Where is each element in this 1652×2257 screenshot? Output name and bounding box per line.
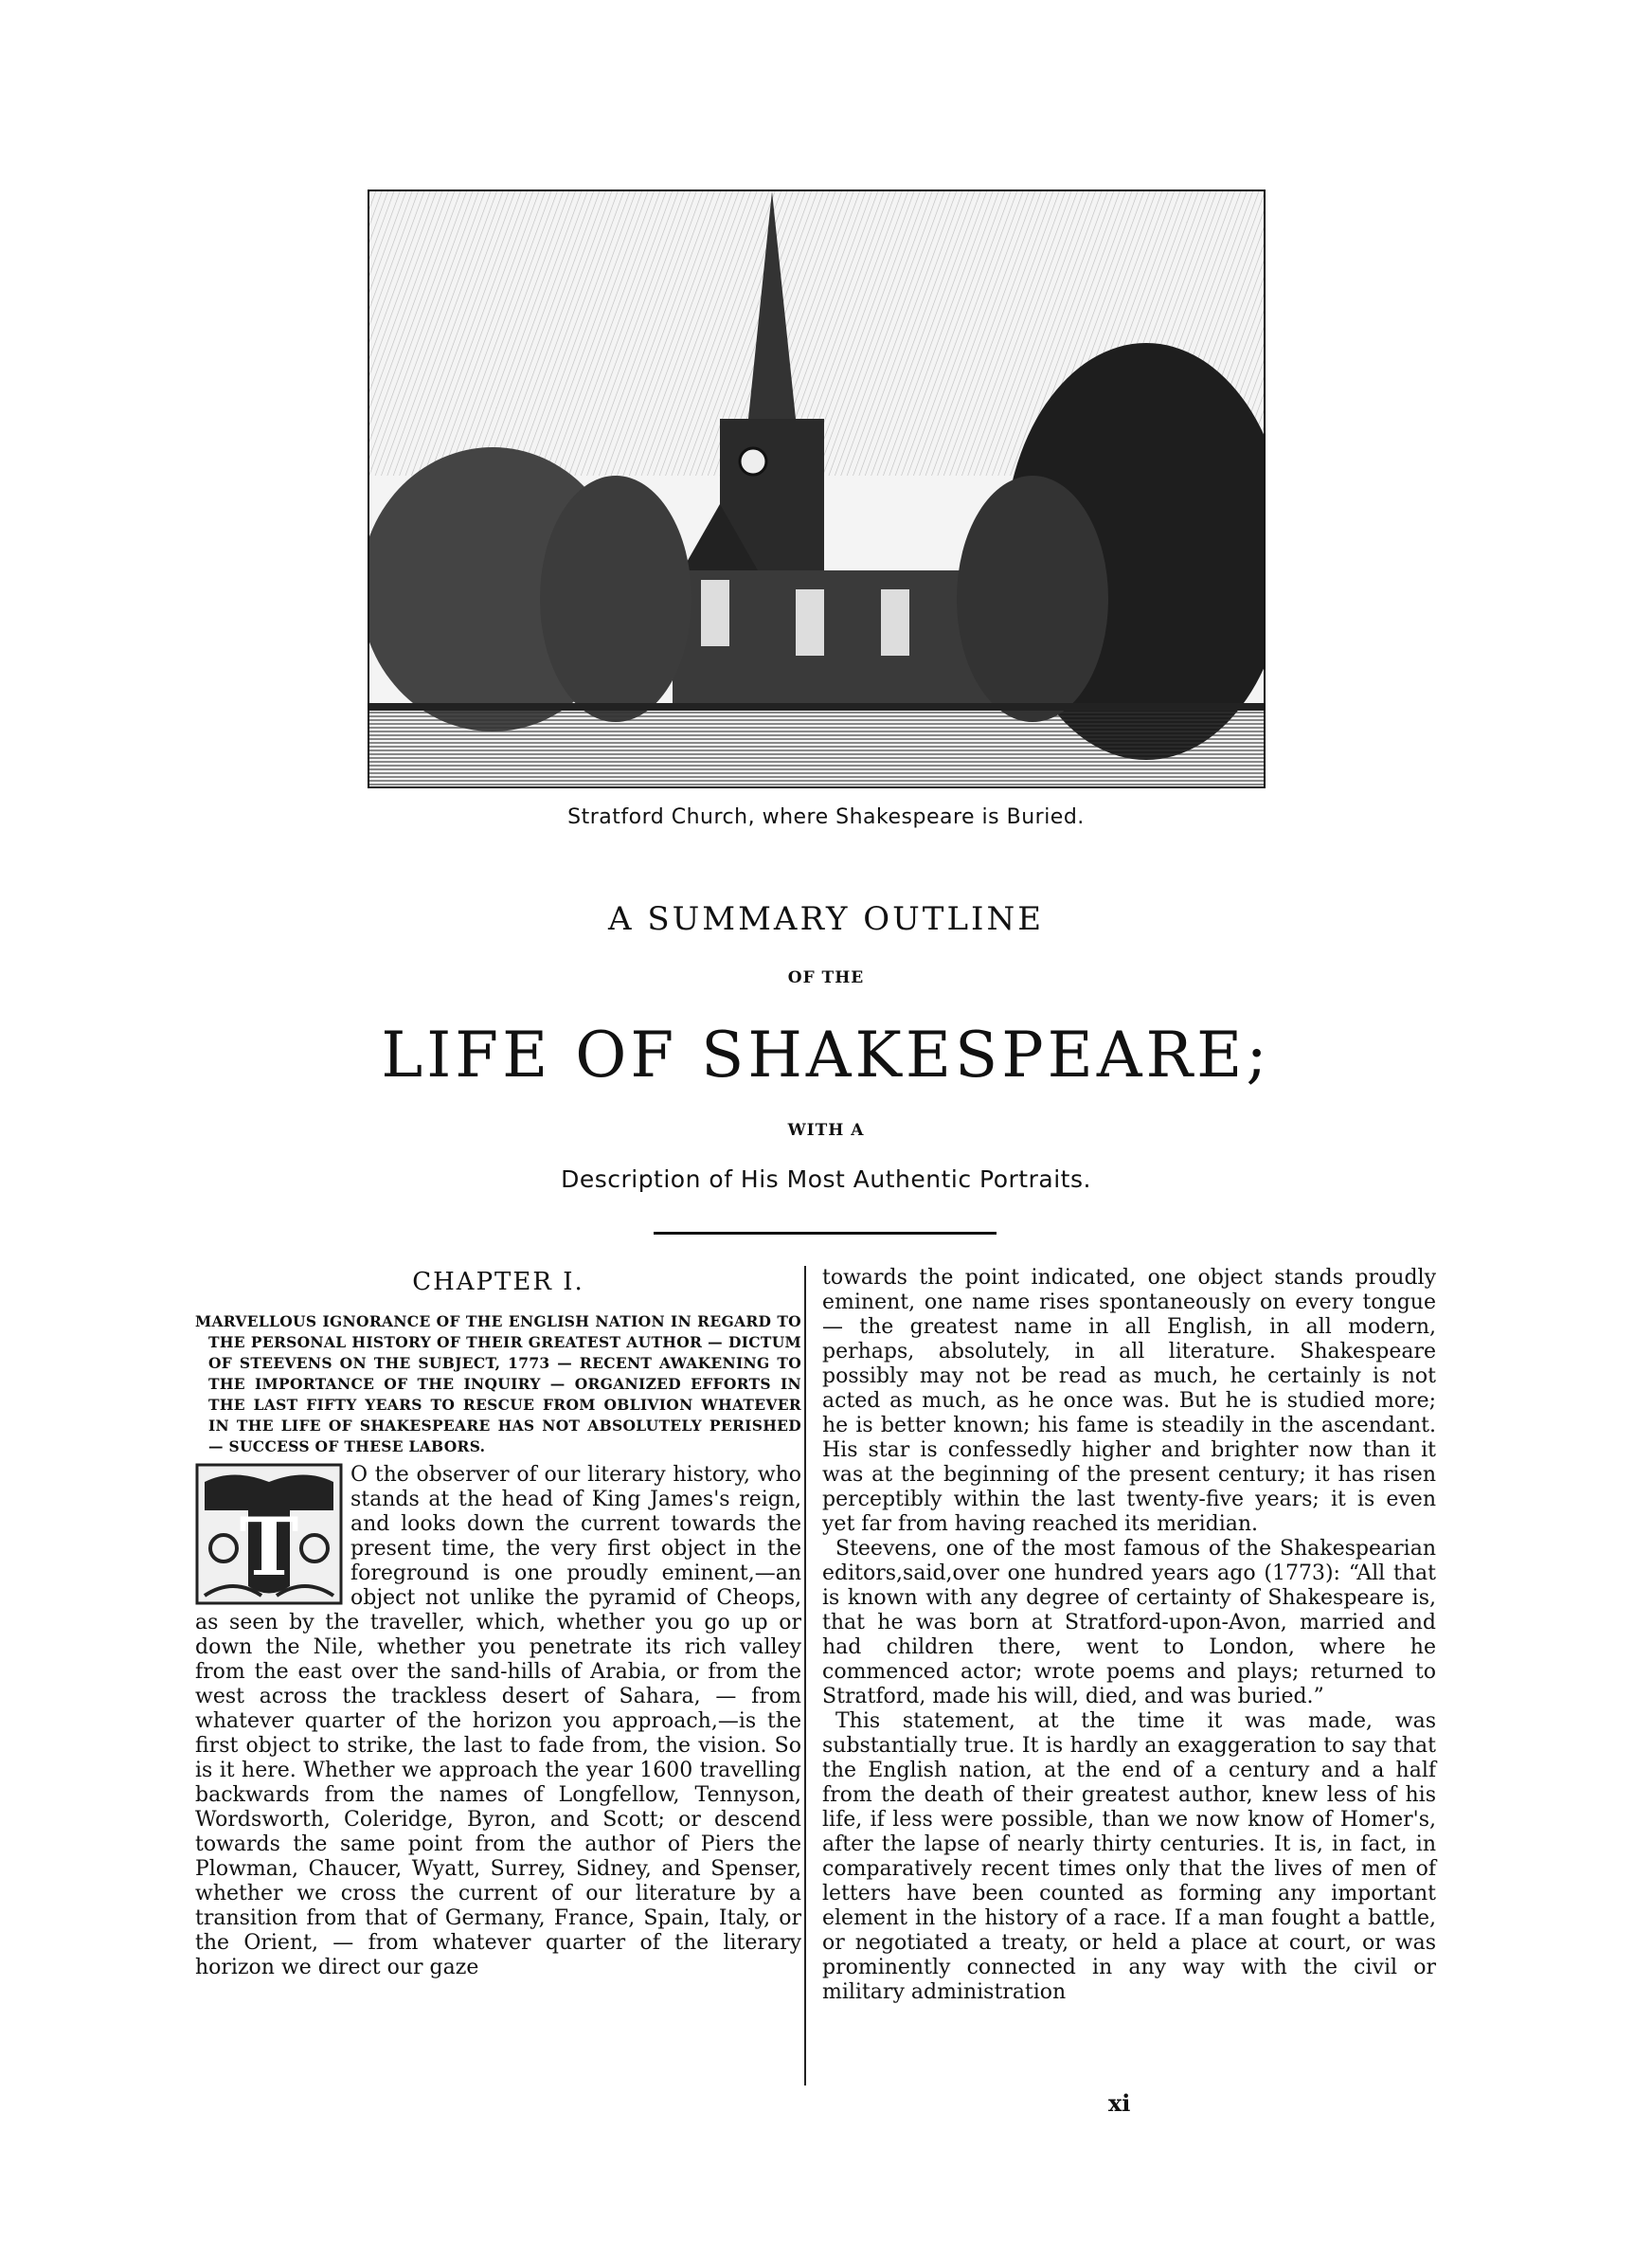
ornamental-letter-t-icon [195,1463,343,1605]
dropcap [195,1463,343,1605]
column-divider [804,1266,806,2085]
right-body-paragraph-2: Steevens, one of the most famous of the Shakespearian editors,said,over one hundred years ago (1773): “All that is known with any degree of certainty of Shakespeare is, that he was born at Stratford-upon-Avon, married and had children there, went to London, where he commenced actor; wrote poems and plays; returned to Stratford, made his will, died, and was buried.” [822,1537,1436,1708]
right-body-paragraph-3: This statement, at the time it was made, was substantially true. It is hardly an exaggeration to say that the English nation, at the end of a century and a half from the death of their greatest author, knew less of his life, if less were possible, than we now know of Homer's, after the lapse of nearly thirty centuries. It is, in fact, in comparatively recent times only that the lives of men of letters have been counted as forming any important element in the history of a race. If a man fought a battle, or negotiated a treaty, or held a place at court, or was prominently connected in any way with the civil or military administration [822,1709,1436,2004]
title-life-of-shakespeare: LIFE OF SHAKESPEARE; [381,1019,1271,1092]
left-column [195,1266,801,1980]
svg-text:T: T [239,1500,299,1594]
left-body-paragraph: O the observer of our literary history, who stands at the head of King James's reign, and looks down the current towards the present time, the very first object in the foreground is one proudly eminent,—an object not unlike the pyramid of Cheops, as seen by the traveller, which, whether you go up or down the Nile, whether you penetrate its rich valley from the east over the sand-hills of Arabia, or from the west across the trackless desert of Sahara, — from whatever quarter of the horizon you approach,—is the first object to strike, the last to fade from, the vision. So is it here. Whether we approach the year 1600 travelling backwards from the names of Longfellow, Tennyson, Wordsworth, Coleridge, Byron, and Scott; or descend towards the same point from the author of Piers the Plowman, Chaucer, Wyatt, Surrey, Sidney, and Spenser, whether we cross the current of our literature by a transition from that of Germany, France, Spain, Italy, or the Orient, — from whatever quarter of the literary horizon we direct our gaze [195,1463,801,1979]
title-summary-outline: A SUMMARY OUTLINE [607,900,1045,938]
chapter-heading: CHAPTER I. [412,1268,584,1296]
right-column [822,1266,1436,2005]
title-rule [654,1232,997,1235]
church-illustration [368,190,1266,788]
illustration-caption: Stratford Church, where Shakespeare is Buried. [567,805,1085,829]
title-description: Description of His Most Authentic Portraits. [561,1165,1091,1193]
church-engraving-icon [369,191,1264,786]
right-body-paragraph-1: towards the point indicated, one object stands proudly eminent, one name rises spontaneously on every tongue — the greatest name in all English, in all modern, perhaps, absolutely, in all literature. Shakespeare possibly may not be read as much, he certainly is not acted as much, as he once was. But he is studied more; he is better known; his fame is steadily in the ascendant. His star is confessedly higher and brighter now than it was at the beginning of the present century; it has risen perceptibly within the last twenty-five years; it is even yet far from having reached its meridian. [822,1266,1436,1536]
title-with-a: WITH A [787,1121,865,1140]
page-number: xi [1108,2089,1131,2117]
title-of-the: OF THE [787,968,865,987]
chapter-summary: MARVELLOUS IGNORANCE OF THE ENGLISH NATION IN REGARD TO THE PERSONAL HISTORY OF THEIR GREATEST AUTHOR — DICTUM OF STEEVENS ON THE SUBJECT, 1773 — RECENT AWAKENING TO THE IMPORTANCE OF THE INQUIRY — ORGANIZED EFFORTS IN THE LAST FIFTY YEARS TO RESCUE FROM OBLIVION WHATEVER IN THE LIFE OF SHAKESPEARE HAS NOT ABSOLUTELY PERISHED — SUCCESS OF THESE LABORS. [195,1312,801,1455]
